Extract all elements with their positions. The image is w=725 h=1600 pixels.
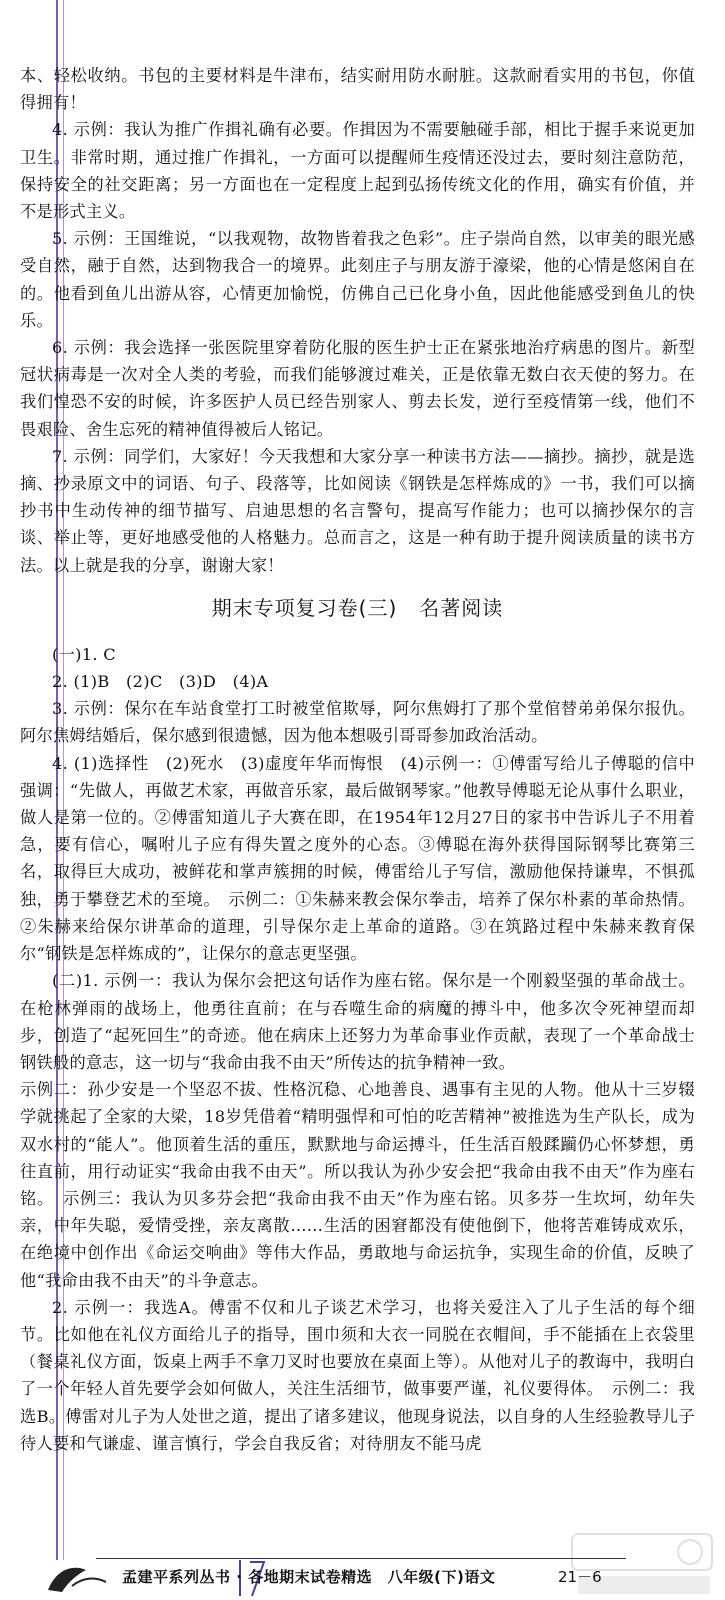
- answer-paragraph: 示例二：孙少安是一个坚忍不拔、性格沉稳、心地善良、遇事有主见的人物。他从十三岁辍学就挑起了全家的大梁，18岁凭借着“精明强悍和可怕的吃苦精神”被推选为生产队长，成为双水村的“能人”。他顶着生活的重压，默默地与命运搏斗，任生活百般蹂躏仍心怀梦想，勇往直前，用行动证实“我命由我不由天”。所以我认为孙少安会把“我命由我不由天”作为座右铭。 示例三：我认为贝多芬会把“我命由我不由天”作为座右铭。贝多芬一生坎坷，幼年失亲，中年失聪，爱情受挫，亲友离散……生活的困窘都没有使他倒下，他将苦难铸成欢乐，在绝境中创作出《命运交响曲》等伟大作品，勇敢地与命运抗争，实现生命的价值，反映了他“我命由我不由天”的斗争意志。: [20, 1080, 695, 1290]
- answer-paragraph: 4. (1)选择性 (2)死水 (3)虚度年华而悔恨 (4)示例一：①傅雷写给儿子傅聪的信中强调：“先做人，再做艺术家，再做音乐家，最后做钢琴家。”他教导傅聪无论从事什么职业，做人是第一位的。②傅雷知道儿子大赛在即，在1954年12月27日的家书中告诉儿子不用着急，要有信心，嘱咐儿子应有得失置之度外的心态。③傅聪在海外获得国际钢琴比赛第三名，取得巨大成功，被鲜花和掌声簇拥的时候，傅雷给儿子写信，激励他保持谦卑，不惧孤独，勇于攀登艺术的至境。 示例二：①朱赫来教会保尔拳击，培养了保尔朴素的革命热情。②朱赫来给保尔讲革命的道理，引导保尔走上革命的道路。③在筑路过程中朱赫来教育保尔“钢铁是怎样炼成的”，让保尔的意志更坚强。: [20, 753, 695, 964]
- answer-paragraph: 本、轻松收纳。书包的主要材料是牛津布，结实耐用防水耐脏。这款耐看实用的书包，你值得拥有！: [20, 66, 695, 113]
- answers-bottom: [20, 641, 695, 1457]
- answer-paragraph: (一)1. C: [52, 644, 116, 664]
- page-content: [20, 62, 695, 1457]
- footer-series: 孟建平系列丛书 · 各地期末试卷精选 八年级(下)语文: [122, 1568, 496, 1586]
- answer-paragraph: 7. 示例：同学们，大家好！今天我想和大家分享一种读书方法——摘抄。摘抄，就是选摘、抄录原文中的词语、句子、段落等，比如阅读《钢铁是怎样炼成的》一书，我们可以摘抄书中生动传神的细节描写、启迪思想的名言警句，提高写作能力；也可以摘抄保尔的言谈、举止等，更好地感受他的人格魅力。总而言之，这是一种有助于提升阅读质量的读书方法。以上就是我的分享，谢谢大家！: [20, 446, 695, 575]
- answer-paragraph: 3. 示例：保尔在车站食堂打工时被堂倌欺辱，阿尔焦姆打了那个堂倌替弟弟保尔报仇。阿尔焦姆结婚后，保尔感到很遗憾，因为他本想吸引哥哥参加政治活动。: [20, 699, 695, 746]
- answer-paragraph: 6. 示例：我会选择一张医院里穿着防化服的医生护士正在紧张地治疗病患的图片。新型冠状病毒是一次对全人类的考验，而我们能够渡过难关，正是依靠无数白衣天使的努力。在我们惶恐不安的时候，许多医护人员已经告别家人、剪去长发，逆行至疫情第一线，他们不畏艰险、舍生忘死的精神值得被后人铭记。: [20, 338, 695, 439]
- publisher-logo-icon: [42, 1560, 112, 1596]
- answers-top: [20, 62, 695, 579]
- footer-page-number: 21－6: [558, 1568, 602, 1586]
- answer-paragraph: 2. 示例一：我选A。傅雷不仅和儿子谈艺术学习，也将关爱注入了儿子生活的每个细节。比如他在礼仪方面给儿子的指导，围巾须和大衣一同脱在衣帽间，手不能插在上衣袋里（餐桌礼仪方面，饭桌上两手不拿刀叉时也要放在桌面上等）。从他对儿子的教诲中，我明白了一个年轻人首先要学会如何做人，关注生活细节，做事要严谨，礼仪要得体。 示例二：我选B。傅雷对儿子为人处世之道，提出了诸多建议，他现身说法，以自身的人生经验教导儿子待人要和气谦虚、谨言慎行，学会自我反省；对待朋友不能马虎: [20, 1297, 695, 1453]
- footer-rule: [96, 1558, 626, 1559]
- page-footer: [0, 1556, 725, 1600]
- answer-paragraph: 5. 示例：王国维说，“以我观物，故物皆着我之色彩”。庄子崇尚自然，以审美的眼光感受自然，融于自然，达到物我合一的境界。此刻庄子与朋友游于濠梁，他的心情是悠闲自在的。他看到鱼儿出游从容，心情更加愉悦，仿佛自己已化身小鱼，因此他能感受到鱼儿的快乐。: [20, 229, 695, 330]
- answer-paragraph: 4. 示例：我认为推广作揖礼确有必要。作揖因为不需要触碰手部，相比于握手来说更加卫生。非常时期，通过推广作揖礼，一方面可以提醒师生疫情还没过去，要时刻注意防范，保持安全的社交距离；另一方面也在一定程度上起到弘扬传统文化的作用，确实有价值，并不是形式主义。: [20, 120, 695, 222]
- section-title-main: 期末专项复习卷(三): [211, 595, 398, 620]
- answer-paragraph: (二)1. 示例一：我认为保尔会把这句话作为座右铭。保尔是一个刚毅坚强的革命战士。在枪林弹雨的战场上，他勇往直前；在与吞噬生命的病魔的搏斗中，他多次令死神望而却步，创造了“起死回生”的奇迹。他在病床上还努力为革命事业作贡献，表现了一个革命战士钢铁般的意志，这一切与“我命由我不由天”所传达的抗争精神一致。: [20, 971, 695, 1072]
- section-title-sub: 名著阅读: [419, 595, 504, 620]
- section-title: [20, 593, 695, 623]
- answer-paragraph: 2. (1)B (2)C (3)D (4)A: [52, 672, 269, 692]
